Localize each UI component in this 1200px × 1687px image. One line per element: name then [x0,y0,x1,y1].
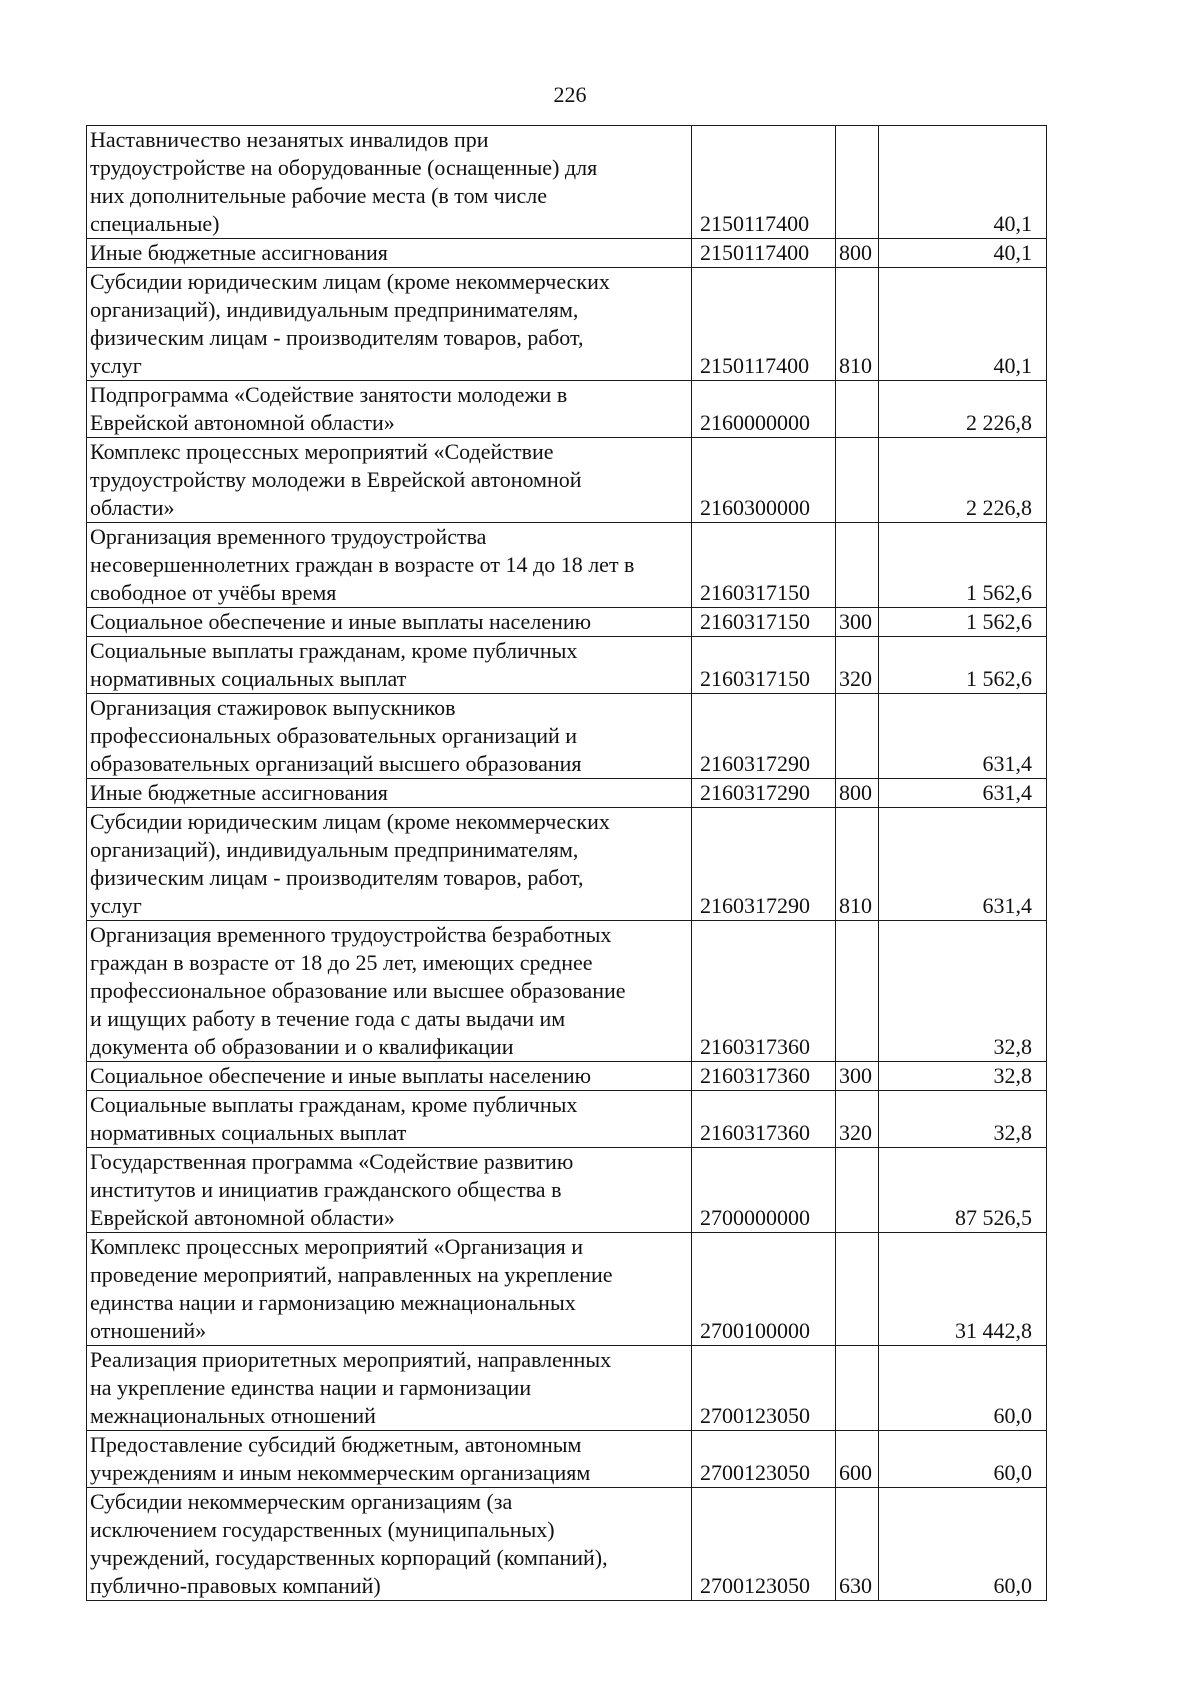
row-name-cell: Субсидии юридическим лицам (кроме некоммерческих организаций), индивидуальным предпринимателям, физическим лицам - производителям товаров, работ, услуг [87,268,692,381]
row-name-cell: Реализация приоритетных мероприятий, направленных на укрепление единства нации и гармонизации межнациональных отношений [87,1346,692,1431]
table-row [87,438,1047,523]
row-name-cell: Наставничество незанятых инвалидов при трудоустройстве на оборудованные (оснащенные) для них дополнительные рабочие места (в том числе специальные) [87,126,692,239]
row-code-cell: 2160317360 [692,1091,836,1148]
row-code-cell: 2700000000 [692,1148,836,1233]
table-row [87,523,1047,608]
row-name-cell: Социальное обеспечение и иные выплаты населению [87,608,692,637]
table-row [87,1233,1047,1346]
row-code-cell: 2160317290 [692,779,836,808]
row-type-cell: 300 [836,608,879,637]
table-row [87,1148,1047,1233]
row-type-cell: 320 [836,1091,879,1148]
row-amount-cell: 631,4 [879,694,1047,779]
row-type-cell [836,523,879,608]
row-amount-cell: 87 526,5 [879,1148,1047,1233]
row-name-cell: Иные бюджетные ассигнования [87,239,692,268]
row-amount-cell: 40,1 [879,126,1047,239]
row-amount-cell: 1 562,6 [879,523,1047,608]
table-row [87,779,1047,808]
row-code-cell: 2160317150 [692,637,836,694]
row-type-cell [836,694,879,779]
row-type-cell: 300 [836,1062,879,1091]
row-amount-cell: 32,8 [879,1062,1047,1091]
row-amount-cell: 60,0 [879,1346,1047,1431]
row-code-cell: 2160317290 [692,808,836,921]
row-code-cell: 2160300000 [692,438,836,523]
table-row [87,126,1047,239]
budget-table-body [87,126,1047,1601]
row-code-cell: 2160317290 [692,694,836,779]
row-amount-cell: 31 442,8 [879,1233,1047,1346]
row-type-cell: 630 [836,1488,879,1601]
row-name-cell: Социальные выплаты гражданам, кроме публичных нормативных социальных выплат [87,1091,692,1148]
row-type-cell: 600 [836,1431,879,1488]
row-code-cell: 2700123050 [692,1431,836,1488]
row-type-cell [836,438,879,523]
row-name-cell: Организация временного трудоустройства несовершеннолетних граждан в возрасте от 14 до 18 лет в свободное от учёбы время [87,523,692,608]
row-amount-cell: 40,1 [879,268,1047,381]
table-row [87,808,1047,921]
row-code-cell: 2150117400 [692,239,836,268]
row-code-cell: 2700123050 [692,1346,836,1431]
row-name-cell: Комплекс процессных мероприятий «Содействие трудоустройству молодежи в Еврейской автономной области» [87,438,692,523]
row-type-cell [836,921,879,1062]
row-type-cell [836,1148,879,1233]
row-type-cell: 810 [836,268,879,381]
table-row [87,921,1047,1062]
row-amount-cell: 631,4 [879,808,1047,921]
row-code-cell: 2160000000 [692,381,836,438]
row-amount-cell: 1 562,6 [879,608,1047,637]
row-code-cell: 2160317150 [692,608,836,637]
row-type-cell [836,126,879,239]
table-row [87,268,1047,381]
row-type-cell [836,1233,879,1346]
table-row [87,1091,1047,1148]
row-code-cell: 2700123050 [692,1488,836,1601]
row-code-cell: 2160317360 [692,1062,836,1091]
row-amount-cell: 40,1 [879,239,1047,268]
table-row [87,694,1047,779]
row-amount-cell: 60,0 [879,1488,1047,1601]
row-code-cell: 2160317360 [692,921,836,1062]
row-name-cell: Организация стажировок выпускников профессиональных образовательных организаций и образовательных организаций высшего образования [87,694,692,779]
table-row [87,1062,1047,1091]
row-name-cell: Организация временного трудоустройства безработных граждан в возрасте от 18 до 25 лет, имеющих среднее профессиональное образование или высшее образование и ищущих работу в течение года с даты выдачи им документа об образовании и о квалификации [87,921,692,1062]
row-type-cell: 810 [836,808,879,921]
row-name-cell: Предоставление субсидий бюджетным, автономным учреждениям и иным некоммерческим организациям [87,1431,692,1488]
row-amount-cell: 60,0 [879,1431,1047,1488]
row-type-cell: 320 [836,637,879,694]
row-amount-cell: 1 562,6 [879,637,1047,694]
row-name-cell: Социальные выплаты гражданам, кроме публичных нормативных социальных выплат [87,637,692,694]
page-number: 226 [553,82,587,107]
row-name-cell: Подпрограмма «Содействие занятости молодежи в Еврейской автономной области» [87,381,692,438]
row-code-cell: 2160317150 [692,523,836,608]
table-row [87,608,1047,637]
row-type-cell [836,1346,879,1431]
row-type-cell: 800 [836,239,879,268]
row-type-cell: 800 [836,779,879,808]
row-amount-cell: 32,8 [879,921,1047,1062]
table-row [87,1488,1047,1601]
row-code-cell: 2150117400 [692,268,836,381]
row-name-cell: Комплекс процессных мероприятий «Организация и проведение мероприятий, направленных на укрепление единства нации и гармонизацию межнациональных отношений» [87,1233,692,1346]
row-code-cell: 2150117400 [692,126,836,239]
row-name-cell: Субсидии юридическим лицам (кроме некоммерческих организаций), индивидуальным предпринимателям, физическим лицам - производителям товаров, работ, услуг [87,808,692,921]
table-row [87,1346,1047,1431]
row-amount-cell: 2 226,8 [879,381,1047,438]
row-code-cell: 2700100000 [692,1233,836,1346]
budget-table [86,125,1047,1601]
row-name-cell: Государственная программа «Содействие развитию институтов и инициатив гражданского общества в Еврейской автономной области» [87,1148,692,1233]
row-type-cell [836,381,879,438]
table-row [87,637,1047,694]
row-name-cell: Субсидии некоммерческим организациям (за исключением государственных (муниципальных) учреждений, государственных корпораций (компаний), публично-правовых компаний) [87,1488,692,1601]
table-row [87,1431,1047,1488]
row-name-cell: Иные бюджетные ассигнования [87,779,692,808]
row-amount-cell: 631,4 [879,779,1047,808]
row-name-cell: Социальное обеспечение и иные выплаты населению [87,1062,692,1091]
table-row [87,239,1047,268]
table-row [87,381,1047,438]
row-amount-cell: 2 226,8 [879,438,1047,523]
row-amount-cell: 32,8 [879,1091,1047,1148]
